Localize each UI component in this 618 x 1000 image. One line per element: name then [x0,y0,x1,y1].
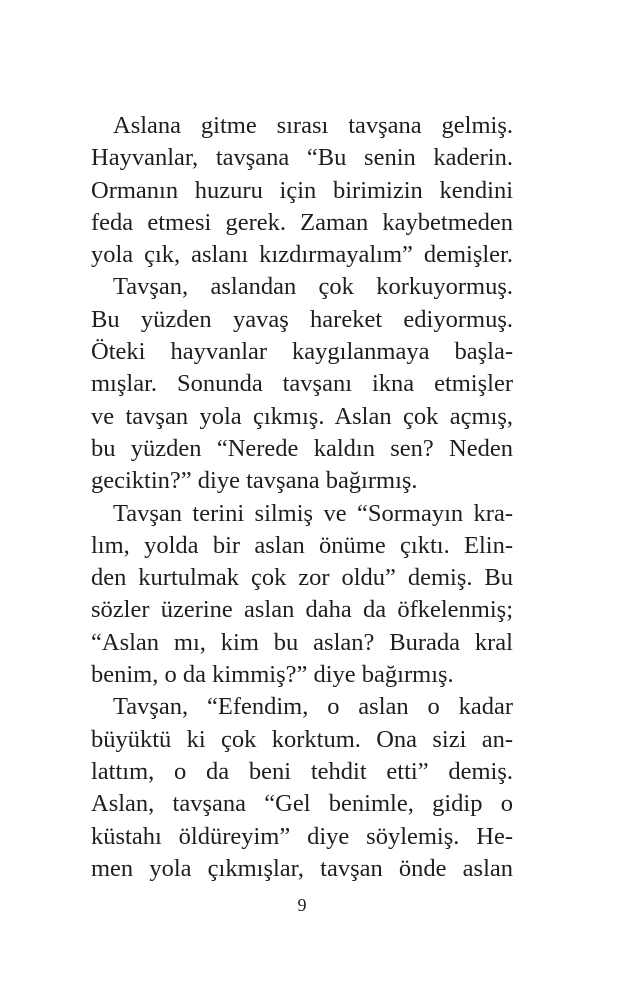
text-line: Hayvanlar, tavşana “Bu senin kaderin. [91,144,513,172]
text-line: feda etmesi gerek. Zaman kaybetmeden [91,208,513,236]
text-line: ve tavşan yola çıkmış. Aslan çok açmış, [91,402,513,430]
paragraph-1 [91,110,513,271]
text-line: büyüktü ki çok korktum. Ona sizi an- [91,725,513,753]
text-line: Tavşan, “Efendim, o aslan o kadar [113,693,513,721]
text-line: Ormanın huzuru için birimizin kendini [91,176,513,204]
paragraph-2 [91,271,513,497]
text-line: lattım, o da beni tehdit etti” demiş. [91,757,513,785]
text-line: “Aslan mı, kim bu aslan? Burada kral [91,628,513,656]
text-line: benim, o da kimmiş?” diye bağırmış. [91,661,454,689]
text-line: men yola çıkmışlar, tavşan önde aslan [91,854,513,882]
text-line: Öteki hayvanlar kaygılanmaya başla- [91,338,513,366]
text-line: sözler üzerine aslan daha da öfkelenmiş; [91,596,513,624]
text-line: Tavşan terini silmiş ve “Sormayın kra- [113,499,513,527]
page-body [91,110,513,885]
text-line: küstahı öldüreyim” diye söylemiş. He- [91,822,513,850]
text-line: lım, yolda bir aslan önüme çıktı. Elin- [91,531,513,559]
text-line: den kurtulmak çok zor oldu” demiş. Bu [91,564,513,592]
text-line: Tavşan, aslandan çok korkuyormuş. [113,273,513,301]
text-line: mışlar. Sonunda tavşanı ikna etmişler [91,370,513,398]
paragraph-4 [91,691,513,885]
page-number: 9 [297,895,307,915]
text-line: Bu yüzden yavaş hareket ediyormuş. [91,305,513,333]
text-line: Aslana gitme sırası tavşana gelmiş. [113,112,513,139]
text-line: bu yüzden “Nerede kaldın sen? Neden [91,434,513,462]
text-line: Aslan, tavşana “Gel benimle, gidip o [91,790,513,818]
text-line: yola çık, aslanı kızdırmayalım” demişler. [91,241,513,269]
text-line: geciktin?” diye tavşana bağırmış. [91,467,418,495]
paragraph-3 [91,498,513,692]
